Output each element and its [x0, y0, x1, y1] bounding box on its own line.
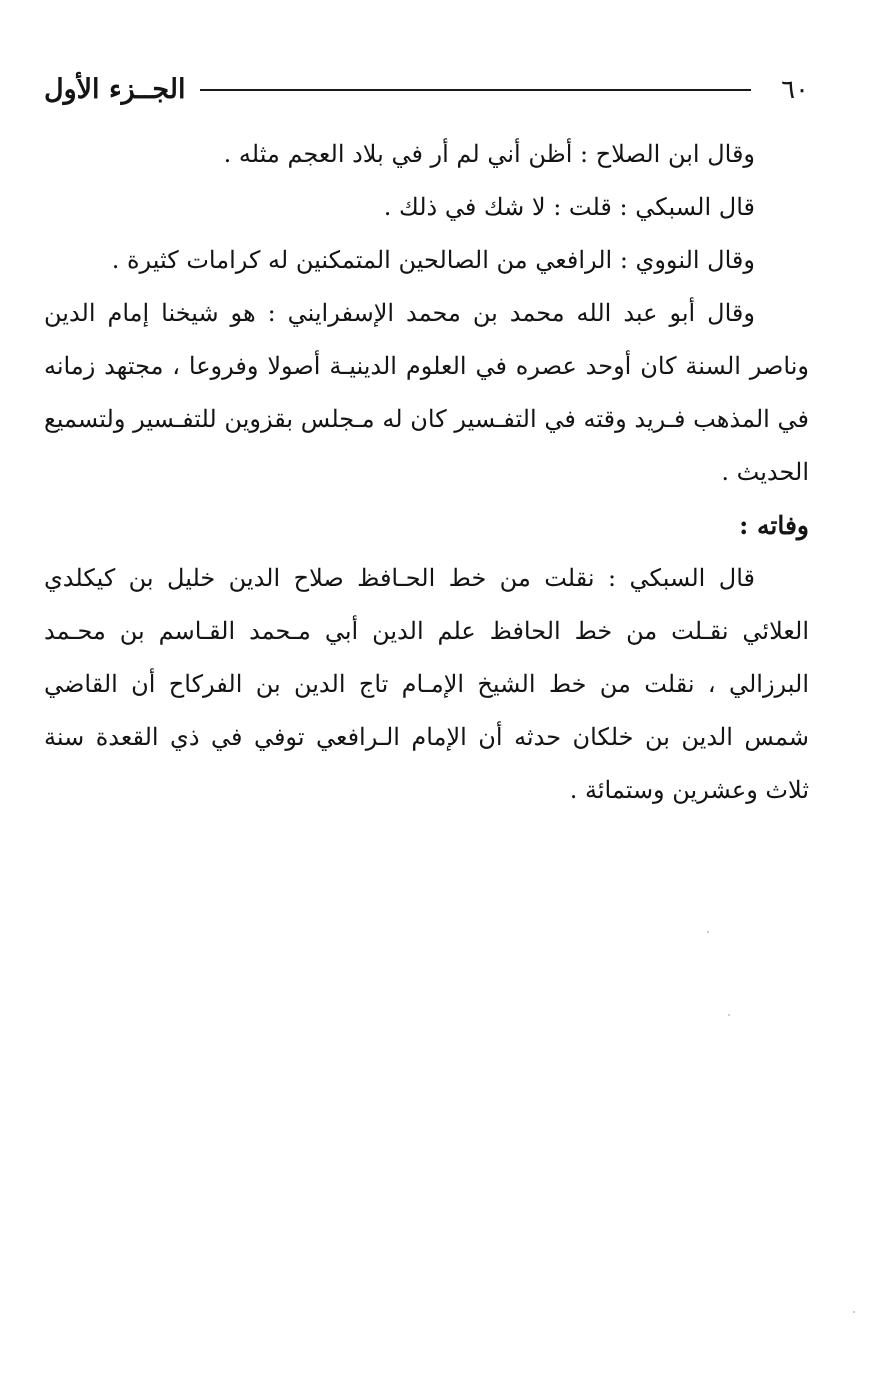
page-number: ٦٠ [781, 75, 809, 105]
running-title: الجــزء الأول [44, 74, 186, 105]
paragraph-death-account: قال السبكي : نقلت من خط الحـافظ صلاح الدين خليل بن كيكلدي العلائي نقـلت من خط الحافظ علم الدين أبي مـحمد القـاسم بن محـمد البرزالي ، نقلت من خط الشيخ الإمـام تاج الدين بن الفركاح أن القاضي شمس الدين بن خلكان حدثه أن الإمام الـرافعي توفي في ذي القعدة سنة ثلاث وعشرين وستمائة . [44, 564, 809, 804]
page-header [44, 70, 809, 110]
paragraph-isfarayini: وقال أبو عبد الله محمد بن محمد الإسفرايني : هو شيخنا إمام الدين وناصر السنة كان أوحد عصره في العلوم الدينيـة أصولا وفروعا ، مجتهد زمانه في المذهب فـريد وقته في التفـسير كان له مـجلس بقزوين للتفـسير ولتسميع الحديث . [44, 299, 809, 486]
header-rule [200, 89, 752, 91]
paragraph-ibn-salah: وقال ابن الصلاح : أظن أني لم أر في بلاد العجم مثله . [223, 140, 755, 168]
page-body [44, 128, 809, 817]
section-heading-death: وفاته : [739, 511, 809, 540]
paragraph-subki-comment: قال السبكي : قلت : لا شك في ذلك . [383, 193, 755, 221]
paper-speck [853, 1311, 855, 1313]
paragraph-nawawi: وقال النووي : الرافعي من الصالحين المتمكنين له كرامات كثيرة . [111, 246, 755, 274]
paper-speck [707, 931, 709, 933]
paper-speck [728, 1014, 730, 1016]
